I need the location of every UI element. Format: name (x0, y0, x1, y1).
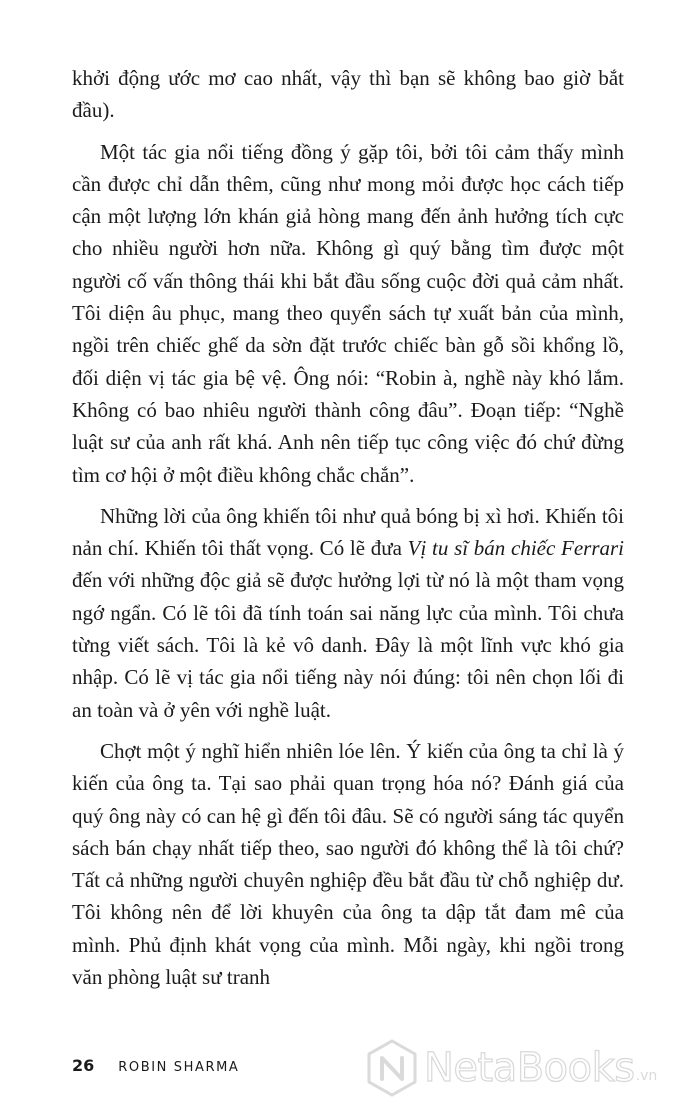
book-title: Vị tu sĩ bán chiếc Ferrari (407, 536, 624, 561)
page-number: 26 (72, 1056, 95, 1075)
paragraph-text: đến với những độc giả sẽ được hưởng lợi từ nó là một tham vọng ngớ ngẩn. Có lẽ tôi đã tính toán sai năng lực của mình. Tôi chưa từng viết sách. Tôi là kẻ vô danh. Đây là một lĩnh vực khó gia nhập. Có lẽ vị tác gia nổi tiếng này nói đúng: tôi nên chọn lối đi an toàn và ở yên với nghề luật. (72, 568, 624, 722)
n-logo-icon (366, 1039, 418, 1097)
body-text (72, 62, 624, 1002)
paragraph-continued: khởi động ước mơ cao nhất, vậy thì bạn sẽ không bao giờ bắt đầu). (72, 66, 624, 123)
page-footer (72, 1056, 239, 1075)
paragraph-realization: Chợt một ý nghĩ hiển nhiên lóe lên. Ý kiến của ông ta chỉ là ý kiến của ông ta. Tại sao phải quan trọng hóa nó? Đánh giá của quý ông này có can hệ gì đến tôi đâu. Sẽ có người sáng tác quyển sách bán chạy nhất tiếp theo, sao người đó không thể là tôi chứ? Tất cả những người chuyên nghiệp đều bắt đầu từ chỗ nghiệp dư. Tôi không nên để lời khuyên của ông ta dập tắt đam mê của mình. Phủ định khát vọng của mình. Mỗi ngày, khi ngồi trong văn phòng luật sư tranh (72, 738, 624, 990)
watermark-text: NetaBooks (424, 1045, 635, 1091)
paragraph-text: Những lời của ông khiến tôi như quả bóng bị xì hơi. Khiến tôi nản chí. Khiến tôi thất vọng. Có lẽ đưa (72, 503, 624, 561)
watermark (366, 1038, 657, 1098)
paragraph-author-meeting: Một tác gia nổi tiếng đồng ý gặp tôi, bởi tôi cảm thấy mình cần được chỉ dẫn thêm, cũng như mong mỏi được học cách tiếp cận một lượng lớn khán giả hòng mang đến ảnh hưởng tích cực cho nhiều người hơn nữa. Không gì quý bằng tìm được một người cố vấn thông thái khi bắt đầu sống cuộc đời quả cảm nhất. Tôi diện âu phục, mang theo quyển sách tự xuất bản của mình, ngồi trên chiếc ghế da sờn đặt trước chiếc bàn gỗ sồi khổng lồ, đối diện vị tác gia bệ vệ. Ông nói: “Robin à, nghề này khó lắm. Không có bao nhiêu người thành công đâu”. Đoạn tiếp: “Nghề luật sư của anh rất khá. Anh nên tiếp tục công việc đó chứ đừng tìm cơ hội ở một điều không chắc chắn”. (72, 139, 624, 487)
running-head: ROBIN SHARMA (118, 1060, 240, 1075)
paragraph-deflated (72, 500, 624, 726)
watermark-suffix: .vn (635, 1068, 658, 1084)
